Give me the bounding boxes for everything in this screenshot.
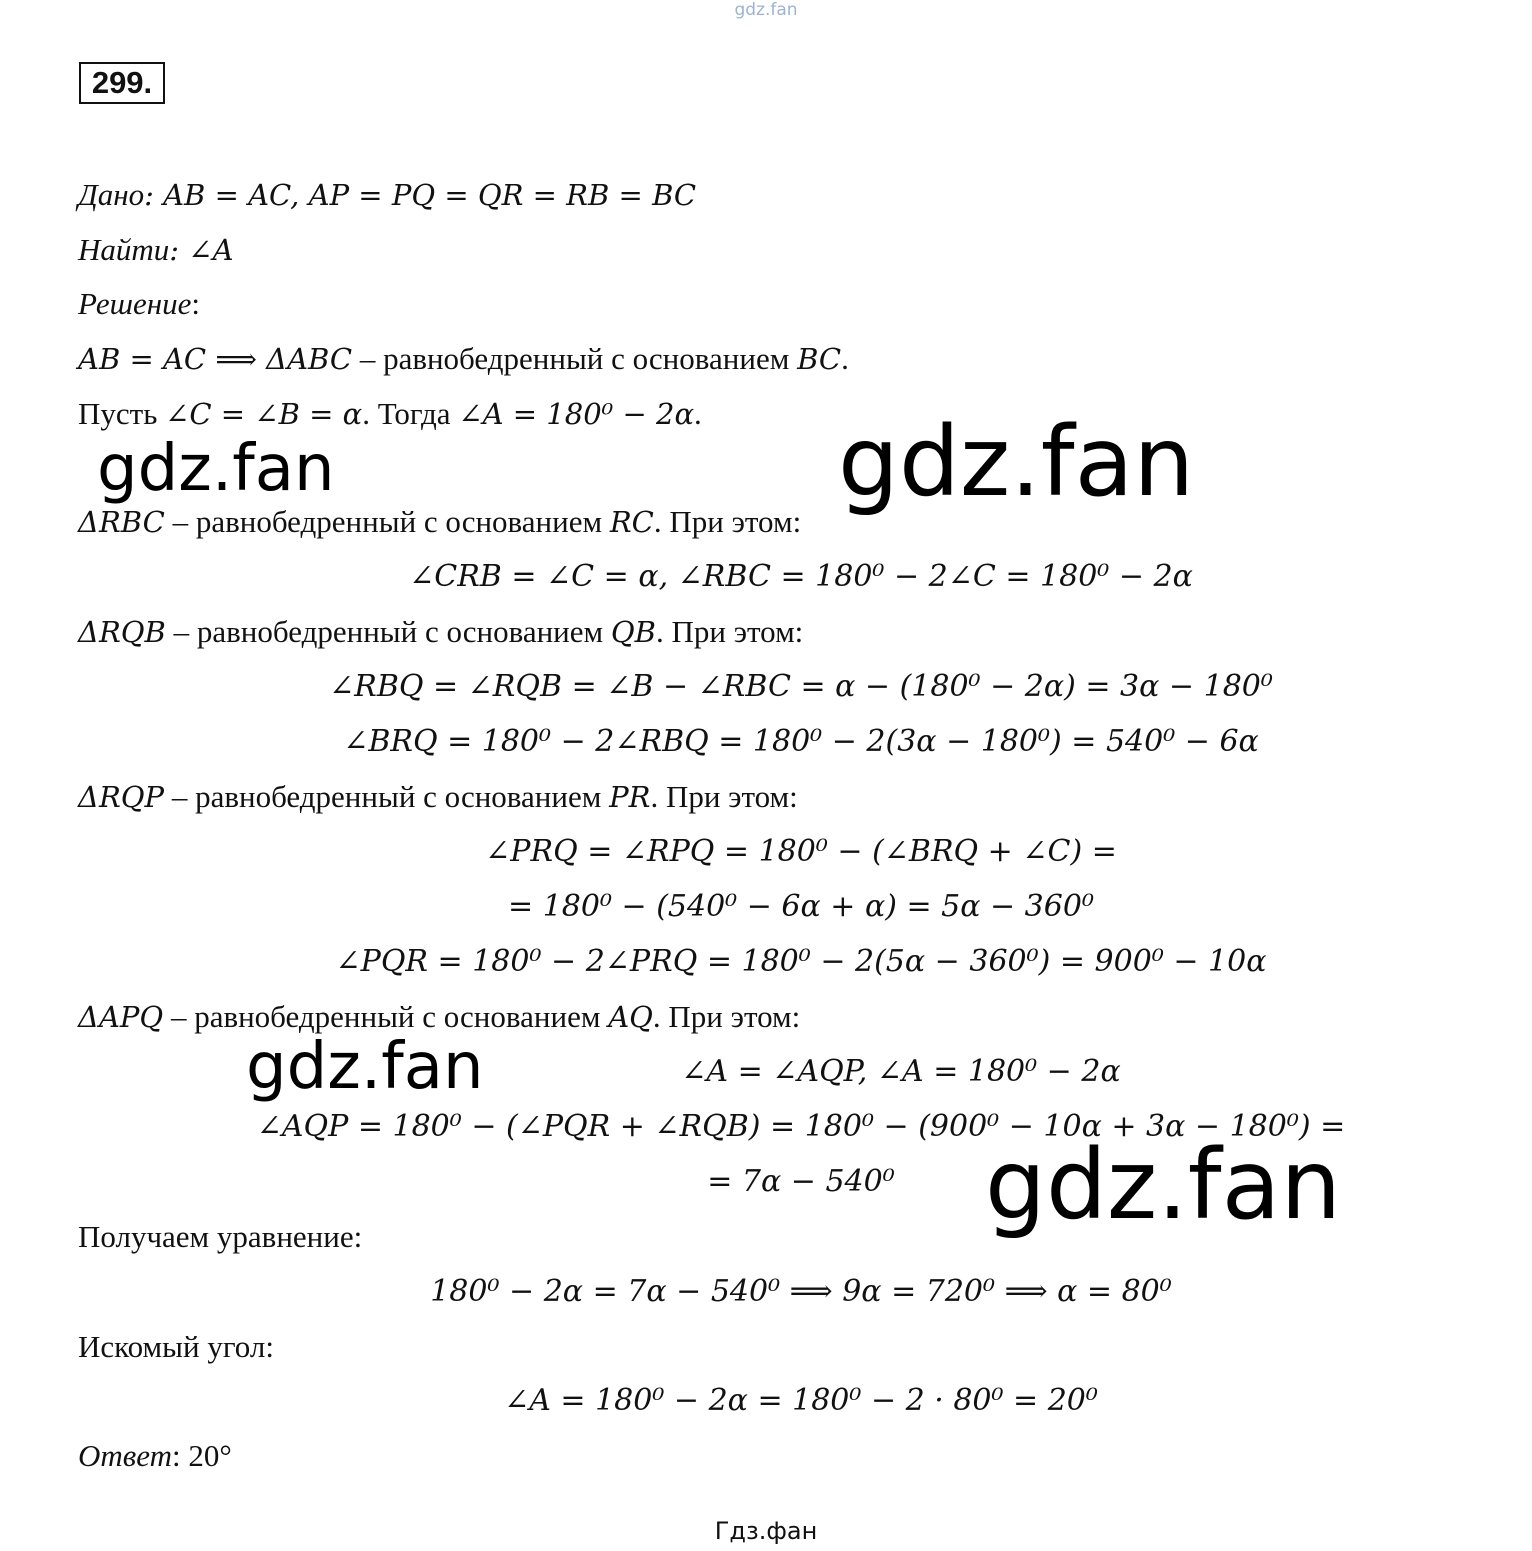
main-equation: 180⁰ − 2α = 7α − 540⁰ ⟹ 9α = 720⁰ ⟹ α = 80⁰ [430, 1274, 1172, 1309]
math-text: ΔRQP [78, 780, 165, 814]
equation-apq-2: ∠AQP = 180⁰ − (∠PQR + ∠RQB) = 180⁰ − (900⁰ − 10α + 3α − 180⁰) = [256, 1109, 1346, 1144]
math-text: AQ [608, 1000, 653, 1034]
plain-text: . При этом: [650, 779, 798, 814]
solution-colon: : [191, 286, 200, 321]
plain-text: . [694, 396, 702, 431]
equation-rqp-3: ∠PQR = 180⁰ − 2∠PRQ = 180⁰ − 2(5α − 360⁰) = 900⁰ − 10α [335, 944, 1267, 979]
answer-text: : 20° [171, 1438, 232, 1473]
solution-label-line [78, 284, 200, 324]
result-equation: ∠A = 180⁰ − 2α = 180⁰ − 2 · 80⁰ = 20⁰ [504, 1383, 1098, 1418]
answer-label: Ответ [78, 1438, 172, 1473]
find-label: Найти [78, 232, 170, 267]
given-text: : AB = AC, AP = PQ = QR = RB = BC [144, 178, 697, 212]
math-text: PR [609, 780, 651, 814]
math-text: QB [610, 615, 656, 649]
plain-text: Пусть [78, 396, 166, 431]
equation-rqp-1: ∠PRQ = ∠RPQ = 180⁰ − (∠BRQ + ∠C) = [485, 834, 1117, 869]
plain-text: – равнобедренный с основанием [352, 341, 798, 376]
equation-apq-3: = 7α − 540⁰ [707, 1164, 895, 1199]
plain-text: . При этом: [653, 504, 802, 539]
equation-rqp-2: = 180⁰ − (540⁰ − 6α + α) = 5α − 360⁰ [508, 889, 1094, 924]
math-text: AB = AC ⟹ ΔABC [78, 342, 353, 376]
let-angles-line [78, 394, 702, 434]
plain-text: – равнобедренный с основанием [165, 614, 611, 649]
given-label: Дано [78, 177, 145, 212]
watermark: gdz.fan [985, 1129, 1342, 1241]
watermark: gdz.fan [246, 1030, 484, 1104]
math-text: ∠A = 180⁰ − 2α [458, 397, 695, 431]
triangle-rbc-line [78, 502, 801, 542]
math-text: ΔRQB [78, 615, 166, 649]
given-line [78, 175, 696, 215]
math-text: ΔRBC [78, 505, 165, 539]
equation-rqb-1: ∠RBQ = ∠RQB = ∠B − ∠RBC = α − (180⁰ − 2α) = 3α − 180⁰ [329, 669, 1273, 704]
math-text: BC [797, 342, 842, 376]
watermark: gdz.fan [97, 432, 335, 506]
equation-label-line: Получаем уравнение: [78, 1219, 363, 1254]
triangle-rqp-line [78, 777, 798, 817]
problem-number: 299. [79, 62, 165, 104]
triangle-rqb-line [78, 612, 803, 652]
math-text: ΔAPQ [78, 1000, 164, 1034]
math-text: ∠C = ∠B = α [165, 397, 363, 431]
plain-text: – равнобедренный с основанием [164, 504, 610, 539]
equation-rbc: ∠CRB = ∠C = α, ∠RBC = 180⁰ − 2∠C = 180⁰ − 2α [409, 559, 1193, 594]
result-label-line: Искомый угол: [78, 1329, 274, 1364]
top-watermark: gdz.fan [734, 0, 798, 20]
find-line [78, 230, 234, 270]
plain-text: . При этом: [655, 614, 804, 649]
footer-watermark: Гдз.фан [714, 1517, 818, 1545]
answer-line [78, 1436, 232, 1476]
math-text: RC [609, 505, 654, 539]
plain-text: . Тогда [362, 396, 459, 431]
plain-text: – равнобедренный с основанием [164, 779, 610, 814]
find-text: : ∠A [169, 233, 234, 267]
equation-apq-1: ∠A = ∠AQP, ∠A = 180⁰ − 2α [681, 1054, 1121, 1089]
watermark: gdz.fan [838, 406, 1195, 518]
plain-text: – равнобедренный с основанием [163, 999, 609, 1034]
equation-rqb-2: ∠BRQ = 180⁰ − 2∠RBQ = 180⁰ − 2(3α − 180⁰) = 540⁰ − 6α [343, 724, 1259, 759]
solution-label: Решение [78, 286, 192, 321]
plain-text: . При этом: [652, 999, 801, 1034]
isosceles-abc-line [78, 339, 849, 379]
plain-text: . [841, 341, 849, 376]
